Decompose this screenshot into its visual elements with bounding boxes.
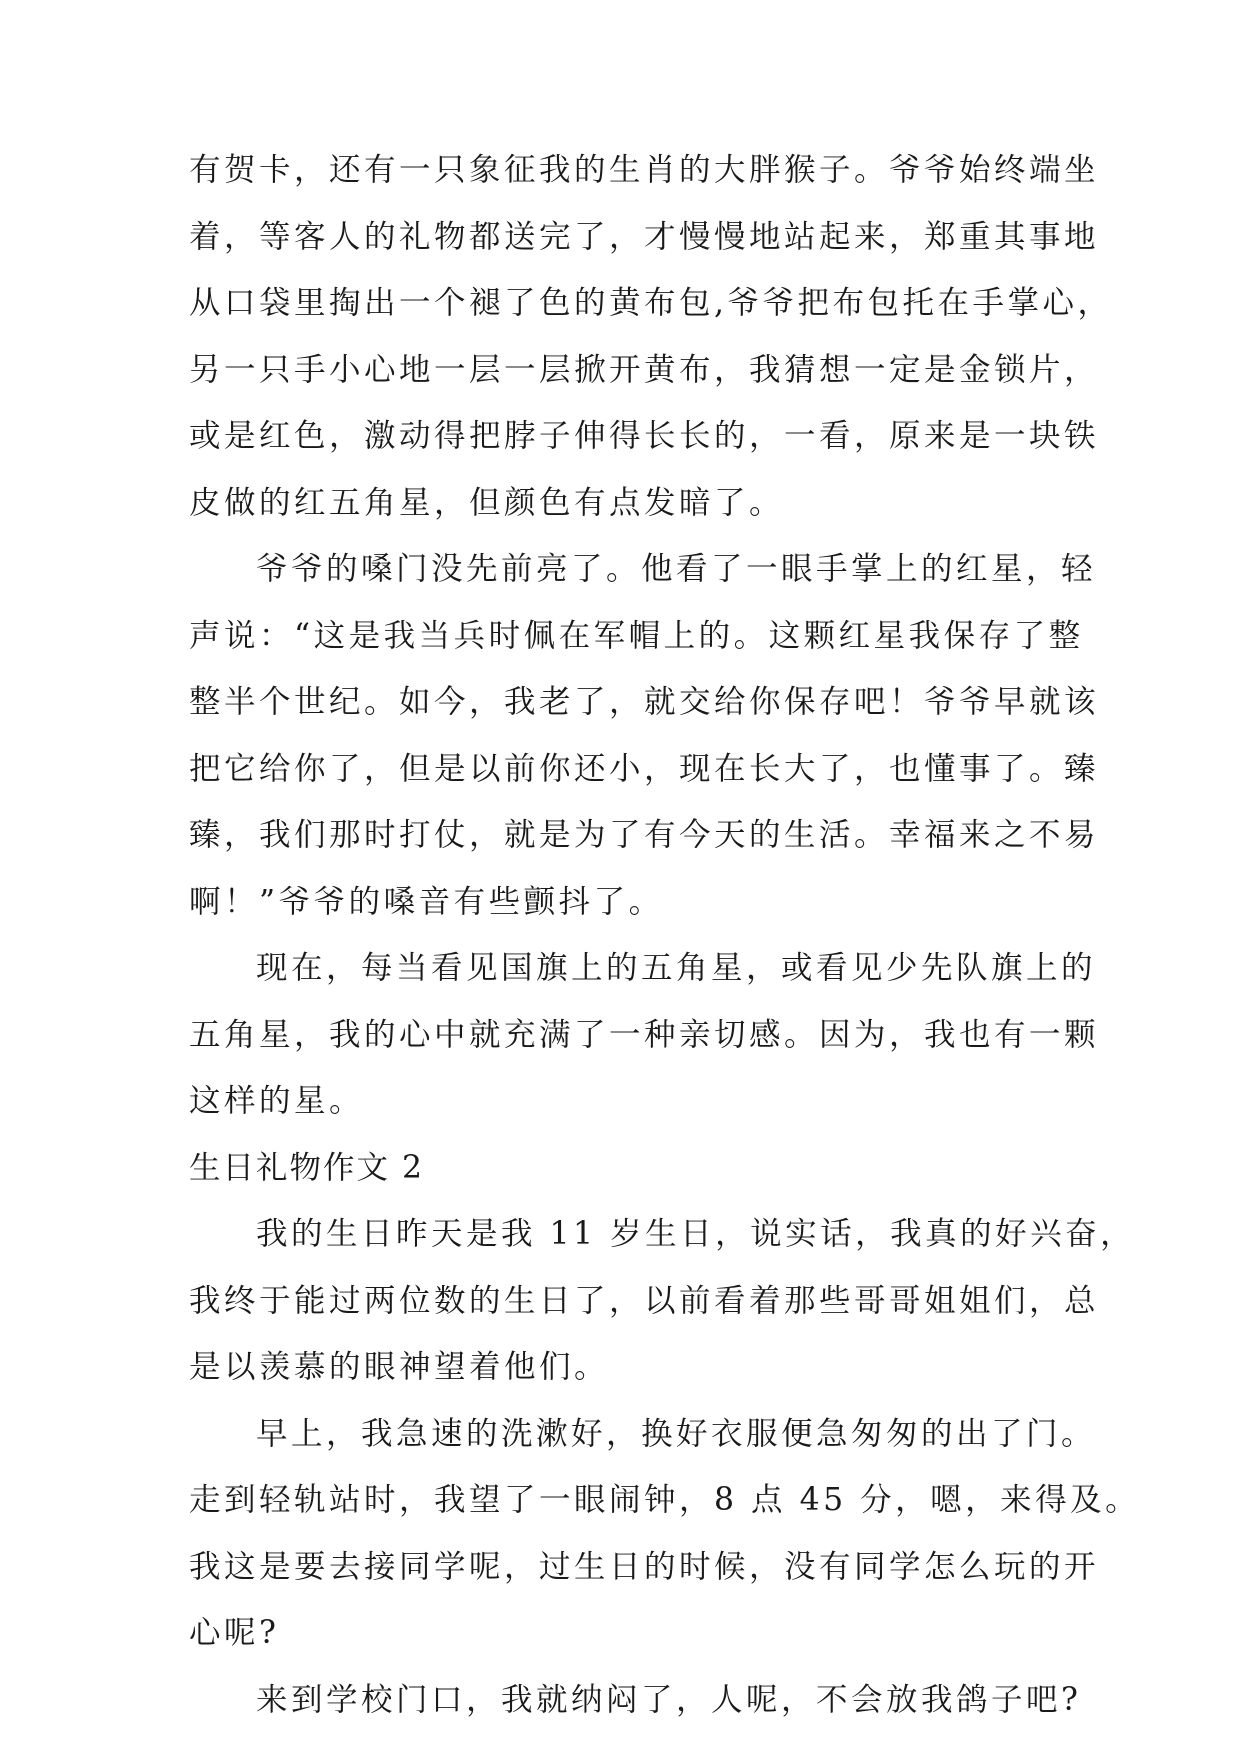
paragraph-line: 早上，我急速的洗漱好，换好衣服便急匆匆的出了门。: [256, 1416, 1097, 1452]
paragraph-line: 整半个世纪。如今，我老了，就交给你保存吧！爷爷早就该: [189, 684, 1100, 720]
paragraph-line: 是以羡慕的眼神望着他们。: [189, 1349, 610, 1385]
paragraph-line: 我这是要去接同学呢，过生日的时候，没有同学怎么玩的开: [189, 1549, 1100, 1585]
paragraph-line: 把它给你了，但是以前你还小，现在长大了，也懂事了。臻: [189, 751, 1100, 787]
paragraph-line: 着，等客人的礼物都送完了，才慢慢地站起来，郑重其事地: [189, 219, 1100, 255]
paragraph-line: 从口袋里掏出一个褪了色的黄布包,爷爷把布包托在手掌心，: [189, 285, 1113, 321]
paragraph-line: 啊！”爷爷的嗓音有些颤抖了。: [189, 884, 664, 920]
paragraph-line: 声说：“这是我当兵时佩在军帽上的。这颗红星我保存了整: [189, 618, 1084, 654]
section-heading: 生日礼物作文 2: [189, 1150, 425, 1186]
paragraph-line: 五角星，我的心中就充满了一种亲切感。因为，我也有一颗: [189, 1017, 1100, 1053]
paragraph-line: 或是红色，激动得把脖子伸得长长的，一看，原来是一块铁: [189, 418, 1100, 454]
paragraph-line: 另一只手小心地一层一层掀开黄布，我猜想一定是金锁片，: [189, 352, 1100, 388]
paragraph-line: 我终于能过两位数的生日了，以前看着那些哥哥姐姐们，总: [189, 1283, 1100, 1319]
paragraph-line: 臻，我们那时打仗，就是为了有今天的生活。幸福来之不易: [189, 817, 1100, 853]
paragraph-line: 这样的星。: [189, 1083, 365, 1119]
paragraph-line: 心呢?: [189, 1615, 280, 1651]
paragraph-line: 爷爷的嗓门没先前亮了。他看了一眼手掌上的红星，轻: [256, 551, 1097, 587]
paragraph-line: 我的生日昨天是我 11 岁生日，说实话，我真的好兴奋，: [256, 1216, 1136, 1252]
paragraph-line: 有贺卡，还有一只象征我的生肖的大胖猴子。爷爷始终端坐: [189, 152, 1100, 188]
paragraph-line: 来到学校门口，我就纳闷了，人呢，不会放我鸽子吧?: [256, 1682, 1082, 1718]
paragraph-line: 现在，每当看见国旗上的五角星，或看见少先队旗上的: [256, 950, 1097, 986]
paragraph-line: 皮做的红五角星，但颜色有点发暗了。: [189, 485, 785, 521]
paragraph-line: 走到轻轨站时，我望了一眼闹钟，8 点 45 分，嗯，来得及。: [189, 1482, 1141, 1518]
